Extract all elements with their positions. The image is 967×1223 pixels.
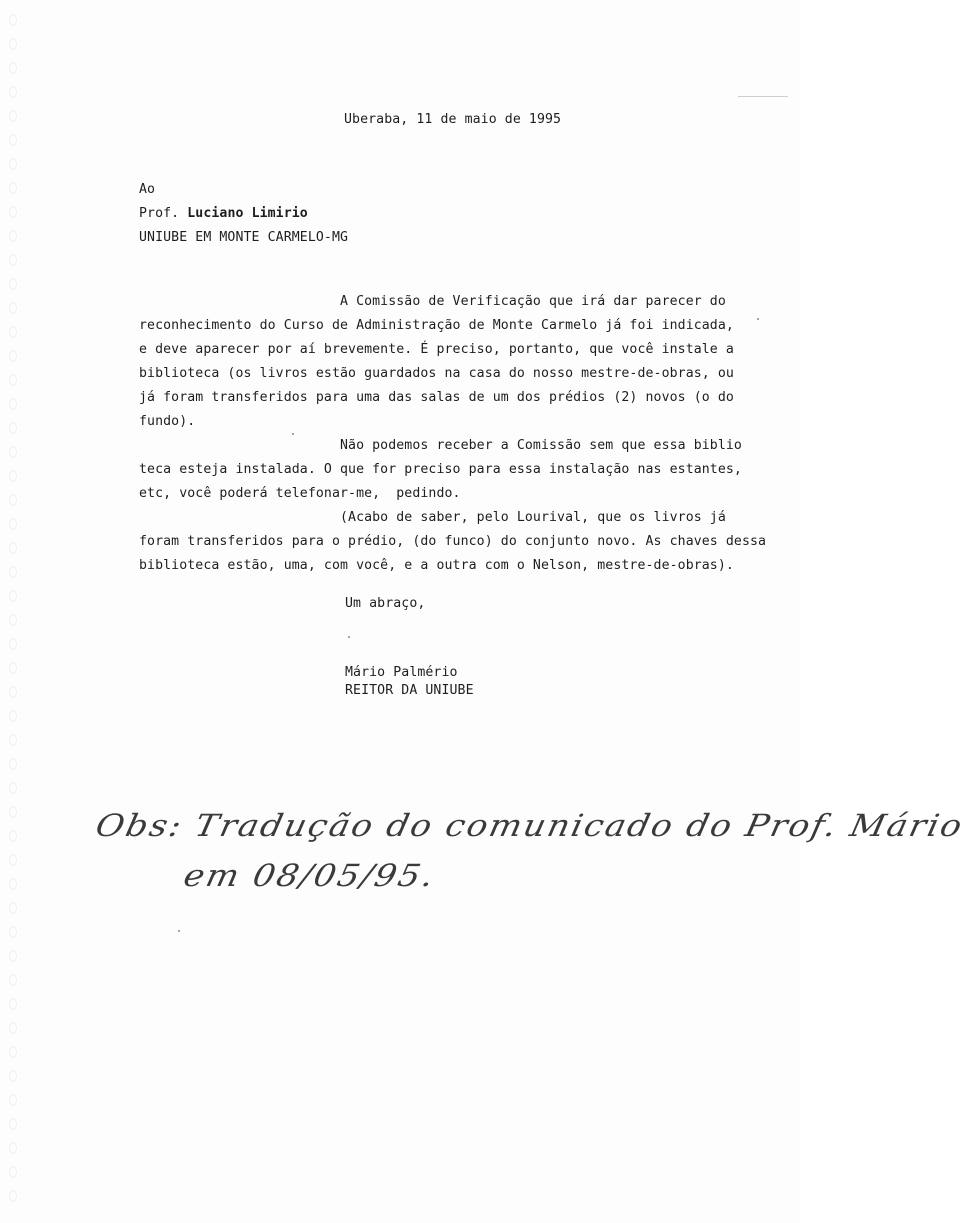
handwritten-note-line2: em 08/05/95. [180,858,439,894]
body-line: etc, você poderá telefonar-me, pedindo. [139,486,461,501]
letter-date: Uberaba, 11 de maio de 1995 [344,112,562,127]
recipient-name: Luciano Limirio [187,206,308,221]
body-line: A Comissão de Verificação que irá dar parecer do [139,294,726,309]
recipient-block [139,178,348,250]
closing: Um abraço, [345,596,426,611]
signature-name: Mário Palmério [345,665,458,680]
body-line: biblioteca (os livros estão guardados na casa do nosso mestre-de-obras, ou [139,366,734,381]
paper-speck [178,930,180,932]
signature-title: REITOR DA UNIUBE [345,683,474,698]
recipient-institution: UNIUBE EM MONTE CARMELO-MG [139,230,349,245]
signature-block [345,664,474,700]
recipient-title: Prof. [139,206,180,221]
body-line: e deve aparecer por aí brevemente. É preciso, portanto, que você instale a [139,342,734,357]
letter-body [139,290,766,578]
body-line: fundo). [139,414,196,429]
body-line: reconhecimento do Curso de Administração de Monte Carmelo já foi indicada, [139,318,734,333]
body-line: foram transferidos para o prédio, (do funco) do conjunto novo. As chaves dessa [139,534,767,549]
body-line: biblioteca estão, uma, com você, e a outra com o Nelson, mestre-de-obras). [139,558,734,573]
body-line: já foram transferidos para uma das salas de um dos prédios (2) novos (o do [139,390,734,405]
body-line: Não podemos receber a Comissão sem que essa biblio [139,438,742,453]
handwritten-note-line1: Obs: Tradução do comunicado do Prof. Mário [92,808,967,844]
paper-speck [757,318,759,320]
paper-speck [348,636,350,638]
paper-speck [292,433,294,435]
binder-holes [6,10,20,1210]
recipient-salutation: Ao [139,182,156,197]
body-line: teca esteja instalada. O que for preciso para essa instalação nas estantes, [139,462,742,477]
top-rule [738,96,788,97]
body-line: (Acabo de saber, pelo Lourival, que os livros já [139,510,726,525]
